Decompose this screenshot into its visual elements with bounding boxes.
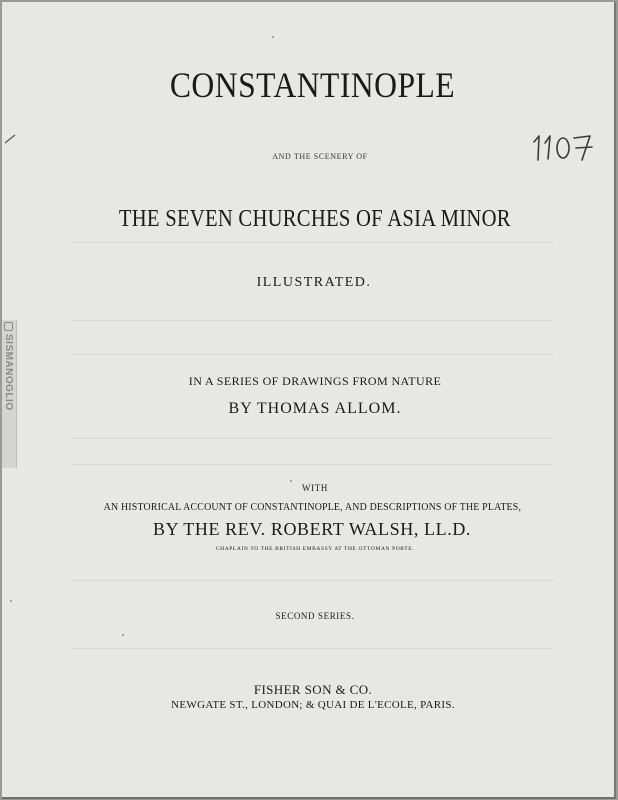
second-title: THE SEVEN CHURCHES OF ASIA MINOR — [118, 206, 511, 232]
bleed-through-line — [72, 354, 554, 355]
speck — [290, 480, 292, 482]
bleed-through-line — [72, 580, 554, 581]
bleed-through-line — [72, 242, 554, 243]
stamp-logo-icon — [4, 322, 13, 331]
bleed-through-line — [72, 320, 554, 321]
book-title: CONSTANTINOPLE — [169, 65, 456, 105]
author-line: BY THOMAS ALLOM. — [228, 400, 402, 417]
speck — [10, 600, 12, 602]
series-line: IN A SERIES OF DRAWINGS FROM NATURE — [188, 374, 442, 388]
bleed-through-line — [72, 464, 554, 465]
handwritten-shelfmark — [530, 126, 600, 166]
bleed-through-line — [72, 648, 554, 649]
publisher-address: NEWGATE ST., LONDON; & QUAI DE L'ECOLE, PARIS. — [171, 699, 455, 711]
with-line: WITH — [302, 483, 328, 493]
margin-mark-icon — [4, 134, 16, 144]
commentator-title: CHAPLAIN TO THE BRITISH EMBASSY AT THE OTTOMAN PORTE. — [215, 546, 415, 552]
illustrated-label: ILLUSTRATED. — [256, 275, 372, 290]
library-stamp-text: SISMANOGLIO — [3, 334, 14, 411]
publisher-name: FISHER SON & CO. — [253, 682, 373, 697]
subtitle-connector: AND THE SCENERY OF — [272, 152, 368, 161]
edition-line: SECOND SERIES. — [275, 611, 355, 621]
bleed-through-line — [72, 438, 554, 439]
library-stamp — [2, 320, 17, 468]
speck — [122, 634, 124, 636]
scanned-page — [2, 2, 616, 799]
speck — [272, 36, 274, 38]
account-line: AN HISTORICAL ACCOUNT OF CONSTANTINOPLE, AND DESCRIPTIONS OF THE PLATES, — [103, 501, 522, 513]
commentator-line: BY THE REV. ROBERT WALSH, LL.D. — [152, 519, 472, 539]
